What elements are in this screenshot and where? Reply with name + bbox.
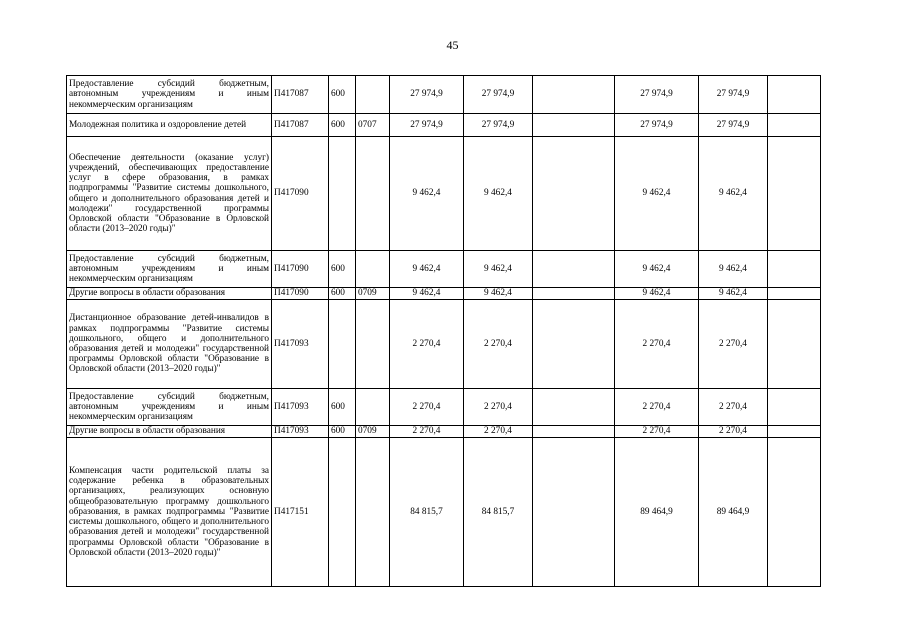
row-code: П417093 (272, 389, 329, 426)
row-value-3 (533, 76, 615, 114)
row-code: П417093 (272, 300, 329, 389)
row-name: Предоставление субсидий бюджетным, автономным учреждениям и иным некоммерческим организациям (67, 76, 272, 114)
row-value-6 (768, 288, 821, 300)
row-expense-type: 600 (329, 114, 356, 137)
row-value-5: 2 270,4 (699, 389, 768, 426)
row-expense-type (329, 137, 356, 251)
row-value-5: 9 462,4 (699, 288, 768, 300)
row-section (356, 389, 390, 426)
row-section (356, 438, 390, 587)
row-value-2: 27 974,9 (464, 114, 533, 137)
budget-table (66, 75, 821, 587)
row-value-5: 27 974,9 (699, 114, 768, 137)
row-value-6 (768, 251, 821, 288)
row-value-6 (768, 389, 821, 426)
row-value-5: 27 974,9 (699, 76, 768, 114)
row-value-2: 2 270,4 (464, 426, 533, 438)
row-value-4: 9 462,4 (615, 251, 699, 288)
row-value-3 (533, 438, 615, 587)
row-value-6 (768, 300, 821, 389)
row-expense-type: 600 (329, 76, 356, 114)
row-value-2: 9 462,4 (464, 137, 533, 251)
row-value-6 (768, 137, 821, 251)
row-value-1: 9 462,4 (390, 251, 464, 288)
row-section: 0709 (356, 288, 390, 300)
row-value-4: 27 974,9 (615, 76, 699, 114)
page-number: 45 (446, 38, 459, 52)
row-value-4: 2 270,4 (615, 300, 699, 389)
row-expense-type (329, 300, 356, 389)
row-code: П417151 (272, 438, 329, 587)
row-code: П417087 (272, 76, 329, 114)
row-value-4: 2 270,4 (615, 389, 699, 426)
row-value-3 (533, 426, 615, 438)
row-code: П417087 (272, 114, 329, 137)
row-section: 0709 (356, 426, 390, 438)
row-value-1: 27 974,9 (390, 114, 464, 137)
row-value-1: 2 270,4 (390, 300, 464, 389)
row-value-6 (768, 426, 821, 438)
row-value-2: 9 462,4 (464, 288, 533, 300)
table-row (67, 389, 821, 426)
row-value-3 (533, 288, 615, 300)
table-row (67, 76, 821, 114)
row-value-6 (768, 114, 821, 137)
row-value-1: 27 974,9 (390, 76, 464, 114)
row-value-5: 9 462,4 (699, 251, 768, 288)
row-code: П417090 (272, 288, 329, 300)
row-value-5: 2 270,4 (699, 300, 768, 389)
row-value-5: 9 462,4 (699, 137, 768, 251)
table-row (67, 288, 821, 300)
row-value-5: 89 464,9 (699, 438, 768, 587)
row-expense-type: 600 (329, 426, 356, 438)
row-section (356, 76, 390, 114)
row-value-2: 2 270,4 (464, 300, 533, 389)
row-value-6 (768, 438, 821, 587)
row-value-4: 2 270,4 (615, 426, 699, 438)
row-value-4: 89 464,9 (615, 438, 699, 587)
row-code: П417090 (272, 251, 329, 288)
row-expense-type: 600 (329, 288, 356, 300)
row-value-1: 2 270,4 (390, 426, 464, 438)
row-value-1: 2 270,4 (390, 389, 464, 426)
row-code: П417093 (272, 426, 329, 438)
row-value-2: 27 974,9 (464, 76, 533, 114)
row-value-3 (533, 114, 615, 137)
row-value-2: 84 815,7 (464, 438, 533, 587)
row-name: Предоставление субсидий бюджетным, автономным учреждениям и иным некоммерческим организациям (67, 251, 272, 288)
row-value-2: 9 462,4 (464, 251, 533, 288)
row-value-3 (533, 251, 615, 288)
row-value-4: 9 462,4 (615, 288, 699, 300)
row-value-3 (533, 389, 615, 426)
row-value-2: 2 270,4 (464, 389, 533, 426)
row-value-3 (533, 137, 615, 251)
row-section (356, 300, 390, 389)
row-value-3 (533, 300, 615, 389)
row-expense-type: 600 (329, 251, 356, 288)
row-value-1: 84 815,7 (390, 438, 464, 587)
row-name: Другие вопросы в области образования (67, 426, 272, 438)
row-name: Другие вопросы в области образования (67, 288, 272, 300)
table-row (67, 114, 821, 137)
row-value-4: 27 974,9 (615, 114, 699, 137)
row-name: Обеспечение деятельности (оказание услуг) учреждений, обеспечивающих предоставление услуг в сфере образования, в рамках подпрограммы "Развитие системы дошкольного, общего и дополнительного образования детей и молодежи" государственной программы Орловской области "Образование в Орловской области (2013–2020 годы)" (67, 137, 272, 251)
row-section (356, 137, 390, 251)
row-section: 0707 (356, 114, 390, 137)
table-row (67, 137, 821, 251)
row-name: Дистанционное образование детей-инвалидов в рамках подпрограммы "Развитие системы дошкольного, общего и дополнительного образования детей и молодежи" государственной программы Орловской области "Образование в Орловской области (2013–2020 годы)" (67, 300, 272, 389)
table-row (67, 438, 821, 587)
row-code: П417090 (272, 137, 329, 251)
row-name: Молодежная политика и оздоровление детей (67, 114, 272, 137)
row-value-5: 2 270,4 (699, 426, 768, 438)
row-name: Компенсация части родительской платы за содержание ребенка в образовательных организациях, реализующих основную общеобразовательную программу дошкольного образования, в рамках подпрограммы "Развитие системы дошкольного, общего и дополнительного образования детей и молодежи" государственной программы Орловской области "Образование в Орловской области (2013–2020 годы)" (67, 438, 272, 587)
row-value-6 (768, 76, 821, 114)
table-row (67, 426, 821, 438)
row-expense-type (329, 438, 356, 587)
table-row (67, 300, 821, 389)
row-expense-type: 600 (329, 389, 356, 426)
row-value-4: 9 462,4 (615, 137, 699, 251)
table-row (67, 251, 821, 288)
row-section (356, 251, 390, 288)
row-value-1: 9 462,4 (390, 137, 464, 251)
row-value-1: 9 462,4 (390, 288, 464, 300)
row-name: Предоставление субсидий бюджетным, автономным учреждениям и иным некоммерческим организациям (67, 389, 272, 426)
